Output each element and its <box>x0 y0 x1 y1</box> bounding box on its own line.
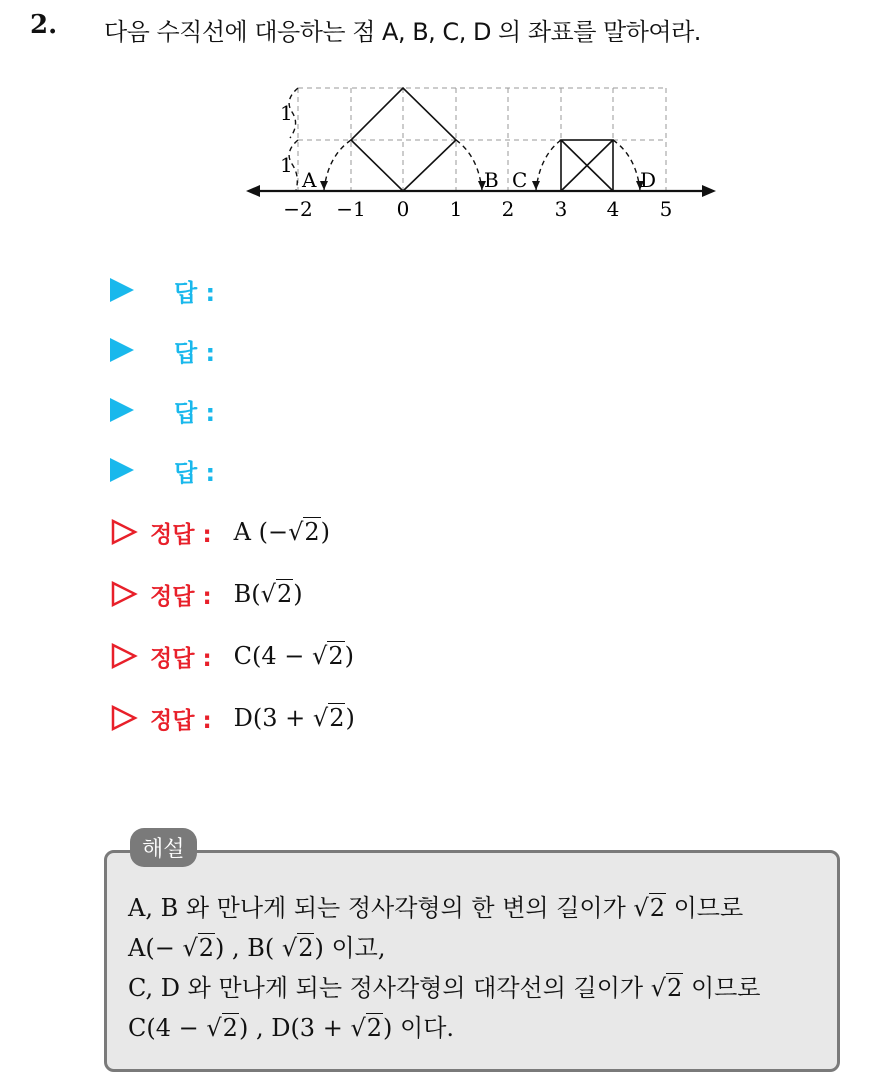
play-triangle-icon <box>110 458 134 482</box>
tick-label: 2 <box>501 197 515 221</box>
answer-row <box>110 452 215 488</box>
arc-arrowheads <box>320 181 644 190</box>
unit-label-bottom: 1 <box>280 153 293 177</box>
answer-label: 답 : <box>174 278 216 307</box>
point-label-c: C <box>512 168 528 192</box>
correct-label: 정답 : <box>150 521 212 548</box>
answer-label: 답 : <box>174 398 216 427</box>
answer-row <box>110 332 215 368</box>
answer-label: 답 : <box>174 338 216 367</box>
rotated-square <box>351 88 456 191</box>
correct-label: 정답 : <box>150 707 212 734</box>
play-triangle-icon <box>110 398 134 422</box>
answer-row <box>110 272 215 308</box>
tick-label: 0 <box>396 197 410 221</box>
play-triangle-icon <box>110 278 134 302</box>
axis-arrow-right <box>702 185 716 197</box>
answer-row <box>110 392 215 428</box>
correct-answer-row <box>110 700 355 736</box>
explanation-line: A(− √2) , B( √2) 이고, <box>128 934 386 962</box>
play-triangle-icon <box>110 338 134 362</box>
correct-value: C(4 − √2) <box>233 642 354 670</box>
outline-triangle-icon <box>110 642 138 670</box>
point-label-d: D <box>640 168 657 192</box>
tick-label: 1 <box>449 197 463 221</box>
correct-answer-row <box>110 638 354 674</box>
unit-label-top: 1 <box>280 101 293 125</box>
point-label-b: B <box>484 168 499 192</box>
explanation-tag: 해설 <box>130 828 197 867</box>
correct-value: B(√2) <box>233 580 303 608</box>
correct-value: D(3 + √2) <box>233 704 355 732</box>
tick-label: 5 <box>659 197 673 221</box>
tick-label: 4 <box>606 197 620 221</box>
explanation-line: C, D 와 만나게 되는 정사각형의 대각선의 길이가 √2 이므로 <box>128 974 761 1002</box>
tick-label: 3 <box>554 197 568 221</box>
explanation-line: C(4 − √2) , D(3 + √2) 이다. <box>128 1014 455 1042</box>
outline-triangle-icon <box>110 704 138 732</box>
correct-label: 정답 : <box>150 583 212 610</box>
point-label-a: A <box>302 168 317 192</box>
outline-triangle-icon <box>110 580 138 608</box>
correct-label: 정답 : <box>150 645 212 672</box>
explanation-line: A, B 와 만나게 되는 정사각형의 한 변의 길이가 √2 이므로 <box>128 894 744 922</box>
correct-answer-row <box>110 576 303 612</box>
outline-triangle-icon <box>110 518 138 546</box>
dashed-arcs <box>289 88 640 190</box>
question-number: 2. <box>30 10 58 40</box>
correct-answer-row <box>110 514 330 550</box>
answer-label: 답 : <box>174 458 216 487</box>
correct-value: A (−√2) <box>233 518 331 546</box>
square-with-diagonals <box>561 140 613 191</box>
axis-arrow-left <box>246 185 260 197</box>
number-line-figure <box>240 78 720 228</box>
tick-label: −1 <box>336 197 366 221</box>
question-text: 다음 수직선에 대응하는 점 A, B, C, D 의 좌표를 말하여라. <box>104 18 701 46</box>
tick-label: −2 <box>283 197 313 221</box>
